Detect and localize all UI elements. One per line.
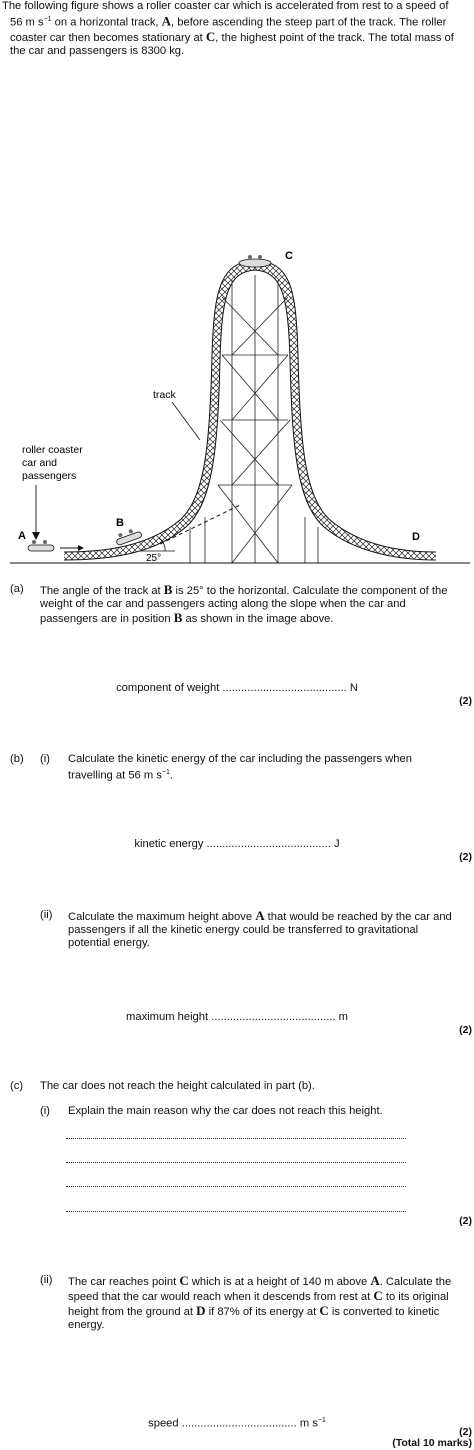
question-text: . Calculate the [379,1276,452,1288]
intro-text: on a horizontal track, [51,16,162,29]
label-d: D [412,531,420,543]
part-c-ii-answer-line[interactable] [0,1414,474,1431]
intro-line-4: the car and passengers is 8300 kg. [10,44,185,57]
label-a-inline: A [161,13,172,29]
part-b-ii-line-2: passengers if all the kinetic energy could be transferred to gravitational [68,924,419,936]
exponent: −1 [317,1417,326,1424]
question-text: passengers are in position [40,613,174,625]
question-text: speed that the car would reach when it descends from rest at [68,1291,374,1303]
question-text: travelling at 56 m s [68,769,162,782]
answer-text: speed ..................................... m s [148,1417,318,1430]
part-a-answer-line[interactable]: component of weight ........................................ N [116,682,358,694]
answer-line-2[interactable] [66,1162,406,1163]
intro-paragraph [2,0,472,58]
part-a-marks: (2) [459,695,472,707]
part-c-ii-question [68,1274,472,1332]
part-c-i-marks: (2) [459,1215,472,1227]
label-track: track [153,389,176,401]
car-at-a [28,540,54,551]
label-a-inline: A [370,1273,380,1288]
part-a-line-3 [40,611,470,626]
label-d-inline: D [196,1303,206,1318]
label-car-3: passengers [22,470,77,482]
part-b-ii-marks: (2) [459,1024,472,1036]
part-c-ii-line-1 [68,1274,472,1289]
part-b-i-line-2 [68,766,468,783]
track-pointer [172,402,200,440]
label-b-inline: B [163,582,173,597]
label-a: A [18,530,26,542]
track-hatch [64,260,436,560]
part-b-i-marks: (2) [459,851,472,863]
part-c-i-question: Explain the main reason why the car does not reach this height. [68,1105,383,1117]
track-outer [64,260,436,552]
question-text: is converted to kinetic [328,1306,440,1318]
question-text: as shown in the image above. [182,613,334,625]
part-b-i-number: (i) [40,753,50,765]
intro-text: , before ascending the steep part of the track. The roller [171,16,447,29]
label-c: C [285,250,293,262]
question-text: The car reaches point [68,1276,180,1288]
dashed-reference-line [160,505,240,544]
label-b: B [116,517,124,529]
question-text: that would be reached by the car and [264,911,452,923]
part-b-ii-line-1 [68,909,468,924]
part-c-i-number: (i) [40,1105,50,1117]
part-c-intro: The car does not reach the height calculated in part (b). [40,1080,315,1092]
part-b-ii-answer-line[interactable]: maximum height ........................................ m [126,1011,348,1023]
label-c-inline: C [205,28,216,44]
car-pointer-arrowhead [32,532,40,540]
intro-text: , the highest point of the track. The total mass of [215,31,454,44]
question-text: height from the ground at [68,1306,197,1318]
part-b-number: (b) [10,753,24,765]
intro-line-1: The following figure shows a roller coaster car which is accelerated from rest to a speed of [2,0,449,12]
part-a-line-2: weight of the car and passengers acting along the slope when the car and [40,598,406,610]
motion-arrowhead [78,545,84,551]
part-b-ii-question [68,909,468,950]
answer-line-1[interactable] [66,1138,406,1139]
part-b-i-question [68,753,468,783]
question-text: to its original [382,1291,449,1303]
intro-line-3 [2,30,472,45]
part-c-ii-line-4: energy. [68,1319,105,1331]
part-b-i-line-1: Calculate the kinetic energy of the car including the passengers when [68,753,412,765]
part-a-number: (a) [10,583,24,595]
car-at-c [239,255,271,267]
part-b-ii-line-3: potential energy. [68,937,150,949]
question-text: which is at a height of 140 m above [188,1276,371,1288]
exponent: −1 [161,769,170,776]
part-c-number: (c) [10,1080,24,1092]
label-car-1: roller coaster [22,444,83,456]
question-text: if 87% of its energy at [205,1306,320,1318]
part-b-ii-number: (ii) [40,909,53,921]
part-c-ii-line-2 [68,1289,472,1304]
part-c-ii-line-3 [68,1304,472,1319]
label-angle: 25° [146,553,162,564]
total-marks: (Total 10 marks) [392,1437,472,1449]
question-text: The angle of the track at [40,585,164,597]
part-a-question [40,583,470,626]
intro-text: 56 m s [10,16,44,29]
answer-line-3[interactable] [66,1186,406,1187]
intro-line-2 [2,13,472,30]
part-a-line-1 [40,583,470,598]
answer-line-4[interactable] [66,1211,406,1212]
label-car-2: car and [22,457,58,469]
exponent: −1 [43,16,52,23]
part-b-i-answer-line[interactable]: kinetic energy ........................................ J [134,838,340,850]
part-c-ii-marks: (2) [459,1426,472,1438]
label-c-inline: C [373,1288,383,1303]
intro-text: coaster car then becomes stationary at [10,31,206,44]
label-b-inline: B [173,610,183,625]
label-c-inline: C [319,1303,329,1318]
part-c-ii-number: (ii) [40,1274,53,1286]
label-c-inline: C [179,1273,189,1288]
label-a-inline: A [255,908,265,923]
question-text: is 25° to the horizontal. Calculate the component of the [172,585,448,597]
roller-coaster-figure [0,235,474,570]
question-text: . [169,769,173,782]
question-text: Calculate the maximum height above [68,911,256,923]
